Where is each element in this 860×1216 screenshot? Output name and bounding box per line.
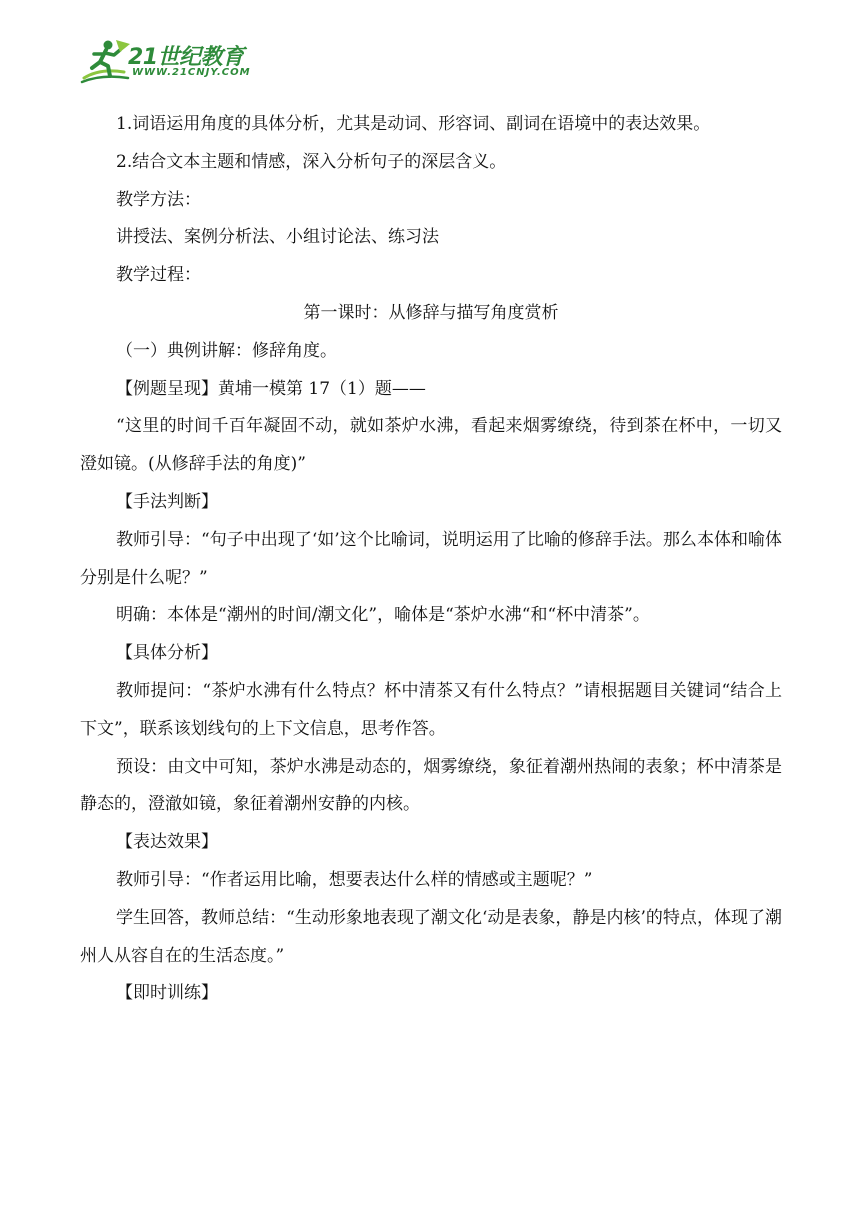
teacher-guide-1: 教师引导：“句子中出现了‘如’这个比喻词，说明运用了比喻的修辞手法。那么本体和喻体分别是什么呢？” — [80, 529, 782, 588]
document-body — [80, 106, 782, 1013]
example-question-heading: 【例题呈现】黄埔一模第 17（1）题—— — [116, 378, 426, 399]
teacher-question: 教师提问：“茶炉水沸有什么特点？杯中清茶又有什么特点？”请根据题目关键词“结合上下文”，联系该划线句的上下文信息，思考作答。 — [80, 680, 782, 739]
logo-title: 21世纪教育 — [128, 45, 244, 70]
student-answer-summary: 学生回答，教师总结：“生动形象地表现了潮文化‘动是表象，静是内核’的特点，体现了潮州人从容自在的生活态度。” — [80, 907, 782, 966]
runner-logo-icon — [80, 38, 132, 84]
preset-answer: 预设：由文中可知，茶炉水沸是动态的，烟雾缭绕，象征着潮州热闹的表象；杯中清茶是静态的，澄澈如镜，象征着潮州安静的内核。 — [80, 756, 782, 815]
example-quote: “这里的时间千百年凝固不动，就如茶炉水沸，看起来烟雾缭绕，待到茶在杯中，一切又澄如镜。(从修辞手法的角度)” — [80, 416, 782, 475]
paragraph-objective-2: 2.结合文本主题和情感，深入分析句子的深层含义。 — [116, 151, 507, 172]
heading-technique-judgement: 【手法判断】 — [116, 491, 218, 512]
heading-expression-effect: 【表达效果】 — [116, 832, 218, 853]
heading-specific-analysis: 【具体分析】 — [116, 643, 218, 664]
lesson-title: 第一课时：从修辞与描写角度赏析 — [303, 302, 559, 323]
paragraph-objective-1: 1.词语运用角度的具体分析，尤其是动词、形容词、副词在语境中的表达效果。 — [116, 114, 711, 134]
logo-url: WWW.21CNJY.COM — [132, 67, 251, 78]
section-example-rhetoric: （一）典例讲解：修辞角度。 — [116, 340, 337, 361]
clarification: 明确：本体是“潮州的时间/潮文化”，喻体是“茶炉水沸“和“杯中清茶”。 — [116, 605, 650, 626]
site-logo — [80, 38, 250, 84]
heading-teaching-methods: 教学方法： — [116, 189, 201, 210]
teacher-guide-2: 教师引导：“作者运用比喻，想要表达什么样的情感或主题呢？” — [116, 869, 593, 890]
heading-teaching-process: 教学过程： — [116, 265, 201, 286]
paragraph-methods-list: 讲授法、案例分析法、小组讨论法、练习法 — [116, 227, 439, 248]
heading-instant-training: 【即时训练】 — [116, 983, 218, 1004]
